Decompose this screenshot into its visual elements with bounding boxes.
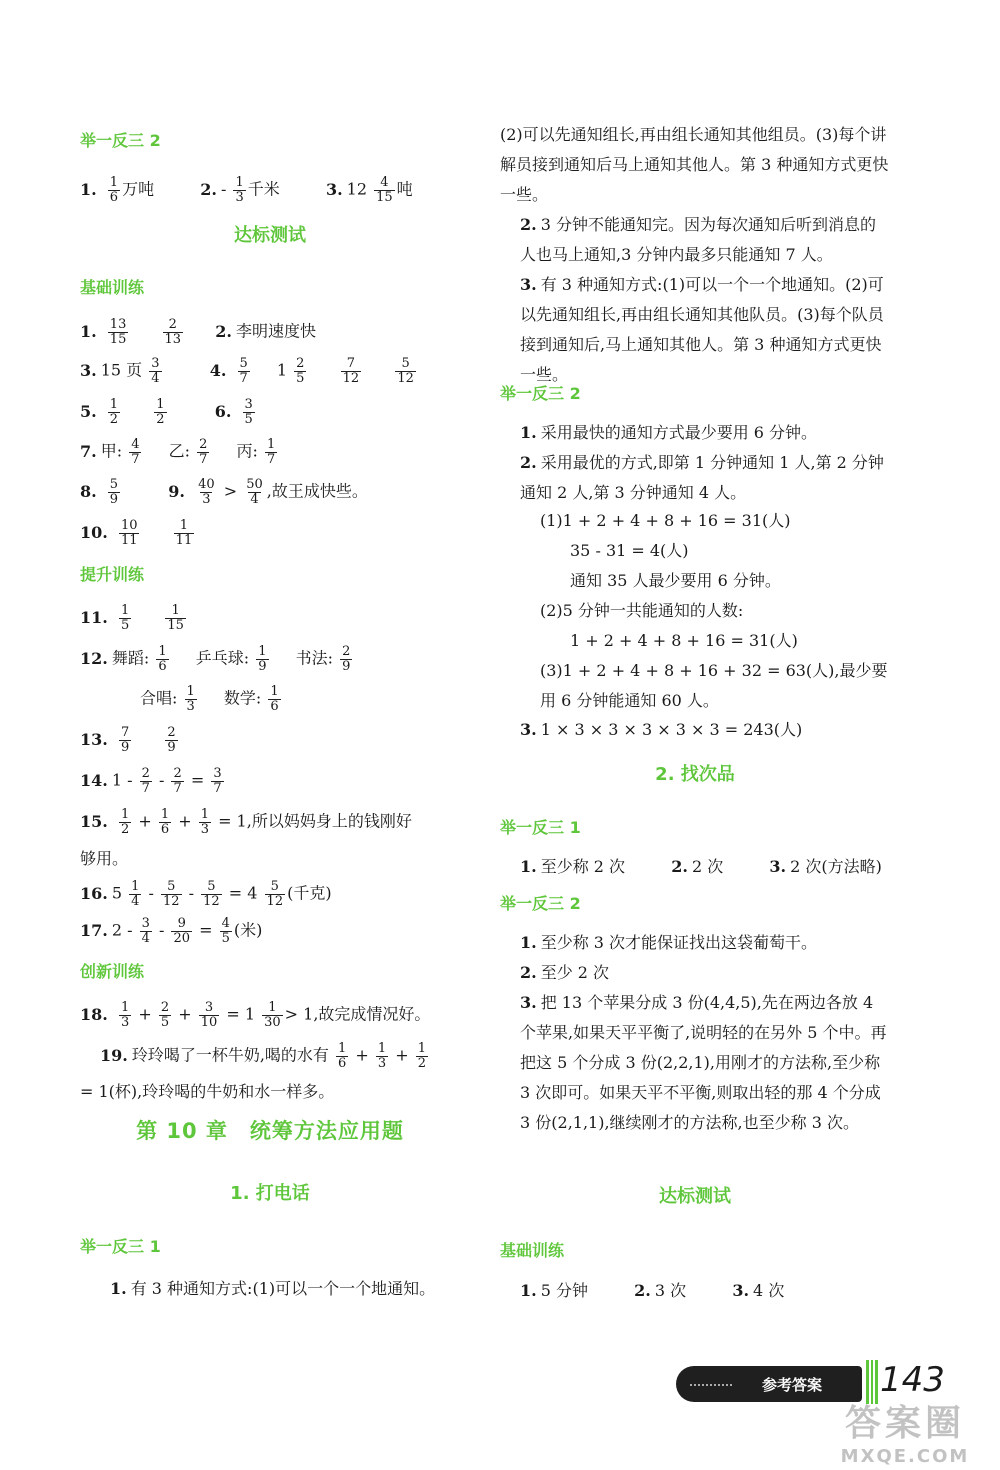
fraction: $\frac{5}{12}$: [203, 879, 220, 909]
fraction: $\frac{1}{3}$: [377, 1041, 387, 1071]
fraction: $\frac{1}{6}$: [270, 684, 279, 714]
equation-line: 1 + 2 + 4 + 8 + 16 = 31(人): [570, 631, 798, 650]
answer-line: = 1(杯),玲玲喝的牛奶和水一样多。: [80, 1082, 335, 1101]
answer-line: 1. 至少称 2 次 2. 2 次 3. 2 次(方法略): [520, 857, 882, 876]
fraction: $\frac{5}{12}$: [266, 879, 284, 909]
section-heading: 举一反三 1: [500, 818, 581, 837]
fraction: $\frac{2}{7}$: [173, 766, 182, 796]
center-heading: 达标测试: [659, 1186, 731, 1207]
answer-line: 1. 有 3 种通知方式:(1)可以一个一个地通知。: [110, 1279, 436, 1298]
fraction: $\frac{1}{2}$: [120, 807, 130, 837]
answer-line: 够用。: [80, 849, 129, 868]
fraction: $\frac{1}{3}$: [235, 175, 244, 205]
equation-line: (1)1 + 2 + 4 + 8 + 16 = 31(人): [540, 511, 791, 530]
fraction: $\frac{2}{5}$: [296, 356, 305, 386]
fraction: $\frac{2}{7}$: [141, 766, 150, 796]
fraction: $\frac{1}{3}$: [200, 807, 209, 837]
fraction: $\frac{1}{3}$: [186, 684, 195, 714]
fraction: $\frac{2}{5}$: [160, 1000, 170, 1030]
answer-line: 3. 15 页 $\frac{3}{4}$ 4. $\frac{5}{7}$ 1 $\frac{2}{5}$ $\frac{7}{12}$ $\frac{5}{12}$: [80, 356, 414, 386]
fraction: $\frac{3}{4}$: [151, 356, 160, 386]
answer-line: 12. 舞蹈: $\frac{1}{6}$ 乒乓球: $\frac{1}{9}$ 书法: $\frac{2}{9}$: [80, 644, 351, 674]
fraction: $\frac{5}{9}$: [109, 477, 119, 507]
fraction: $\frac{1}{6}$: [158, 644, 167, 674]
answer-line: 1. 至少称 3 次才能保证找出这袋葡萄干。: [520, 933, 818, 952]
section-heading: 举一反三 2: [500, 894, 581, 913]
fraction: $\frac{2}{9}$: [342, 644, 351, 674]
answer-line: 1. 采用最快的通知方式最少要用 6 分钟。: [520, 423, 818, 442]
answer-paragraph: 2. 采用最优的方式,即第 1 分钟通知 1 人,第 2 分钟通知 2 人,第 3 分钟通知 4 人。: [520, 453, 884, 502]
fraction: $\frac{1}{6}$: [338, 1041, 347, 1071]
answer-line: 7. 甲: $\frac{4}{7}$ 乙: $\frac{2}{7}$ 丙: $\frac{1}{7}$: [80, 437, 276, 467]
equation-line: (2)5 分钟一共能通知的人数:: [540, 601, 744, 620]
answer-line: 2. 至少 2 次: [520, 963, 610, 982]
fraction: $\frac{2}{13}$: [164, 317, 182, 347]
fraction: $\frac{1}{9}$: [258, 644, 267, 674]
fraction: $\frac{50}{4}$: [246, 477, 263, 507]
section-heading: 提升训练: [80, 565, 145, 584]
section-heading: 举一反三 2: [500, 384, 581, 403]
center-heading: 达标测试: [234, 225, 306, 246]
fraction: $\frac{3}{4}$: [141, 916, 150, 946]
fraction: $\frac{9}{20}$: [173, 916, 191, 946]
fraction: $\frac{1}{7}$: [266, 437, 276, 467]
equation-line: 35 - 31 = 4(人): [570, 541, 689, 560]
answer-paragraph: 2. 3 分钟不能通知完。因为每次通知后听到消息的人也马上通知,3 分钟内最多只能通知 7 人。: [520, 215, 876, 264]
fraction: $\frac{1}{6}$: [109, 175, 119, 205]
lesson-title: 2. 找次品: [655, 764, 735, 785]
answer-line: 10. $\frac{10}{11}$ $\frac{1}{11}$: [80, 518, 193, 548]
answer-line: 17. 2 - $\frac{3}{4}$ - $\frac{9}{20}$ = $\frac{4}{5}$ (米): [80, 916, 263, 946]
fraction: $\frac{10}{11}$: [120, 518, 138, 548]
fraction: $\frac{2}{7}$: [199, 437, 208, 467]
fraction: $\frac{4}{7}$: [131, 437, 140, 467]
fraction: $\frac{7}{12}$: [342, 356, 360, 386]
fraction: $\frac{1}{11}$: [175, 518, 193, 548]
fraction: $\frac{1}{3}$: [120, 1000, 130, 1030]
equation-line: 通知 35 人最少要用 6 分钟。: [570, 571, 781, 590]
fraction: $\frac{1}{2}$: [417, 1041, 427, 1071]
fraction: $\frac{5}{12}$: [163, 879, 180, 909]
answer-paragraph: (2)可以先通知组长,再由组长通知其他组员。(3)每个讲解员接到通知后马上通知其他人。第 3 种通知方式更快一些。: [500, 125, 889, 204]
fraction: $\frac{1}{4}$: [131, 879, 140, 909]
fraction: $\frac{7}{9}$: [120, 725, 130, 755]
page-number: 143: [880, 1360, 945, 1400]
fraction: $\frac{40}{3}$: [198, 477, 215, 507]
equation-line: (3)1 + 2 + 4 + 8 + 16 + 32 = 63(人),最少要用 6 分钟能通知 60 人。: [540, 661, 888, 710]
section-heading: 举一反三 2: [80, 131, 161, 150]
fraction: $\frac{3}{10}$: [200, 1000, 218, 1030]
chapter-title: 第 10 章 统筹方法应用题: [136, 1119, 404, 1143]
answer-line: 11. $\frac{1}{5}$ $\frac{1}{15}$: [80, 603, 184, 633]
answer-line: 1. $\frac{13}{15}$ $\frac{2}{13}$ 2. 李明速度快: [80, 317, 316, 347]
fraction: $\frac{5}{7}$: [239, 356, 248, 386]
fraction: $\frac{3}{5}$: [244, 397, 253, 427]
section-heading: 举一反三 1: [80, 1237, 161, 1256]
fraction: $\frac{13}{15}$: [109, 317, 127, 347]
fraction: $\frac{4}{5}$: [221, 916, 230, 946]
answer-line: 14. 1 - $\frac{2}{7}$ - $\frac{2}{7}$ = $\frac{3}{7}$: [80, 766, 222, 796]
fraction: $\frac{2}{9}$: [167, 725, 176, 755]
answer-line: 16. 5 $\frac{1}{4}$ - $\frac{5}{12}$ - $\frac{5}{12}$ = 4 $\frac{5}{12}$ (千克): [80, 879, 332, 909]
fraction: $\frac{1}{5}$: [120, 603, 130, 633]
answer-line: 1. 5 分钟 2. 3 次 3. 4 次: [520, 1281, 785, 1300]
watermark-logo: 答案圈 MXQE.COM: [840, 1403, 970, 1467]
answer-paragraph: 3. 把 13 个苹果分成 3 份(4,4,5),先在两边各放 4 个苹果,如果天平平衡了,说明轻的在另外 5 个中。再把这 5 个分成 3 份(2,2,1),用刚才的方法称,至少称 3 次即可。如果天平不平衡,则取出轻的那 4 个分成 3 份(2,1,1),继续刚才的方法称,也至少称 3 次。: [520, 993, 887, 1132]
answer-paragraph: 3. 有 3 种通知方式:(1)可以一个一个地通知。(2)可以先通知组长,再由组长通知其他队员。(3)每个队员接到通知后,马上通知其他人。第 3 种通知方式更快一些。: [520, 275, 884, 384]
answer-line: 合唱: $\frac{1}{3}$ 数学: $\frac{1}{6}$: [140, 684, 279, 714]
answer-line: 1. $\frac{1}{6}$ 万吨 2. - $\frac{1}{3}$ 千米 3. 12 $\frac{4}{15}$ 吨: [80, 175, 413, 205]
answer-line: 15. $\frac{1}{2}$ + $\frac{1}{6}$ + $\frac{1}{3}$ = 1,所以妈妈身上的钱刚好: [80, 807, 412, 837]
answer-line: 5. $\frac{1}{2}$ $\frac{1}{2}$ 6. $\frac{3}{5}$: [80, 397, 253, 427]
section-heading: 基础训练: [80, 278, 145, 297]
fraction: $\frac{5}{12}$: [397, 356, 414, 386]
section-heading: 创新训练: [80, 962, 145, 981]
footer-dots: [690, 1384, 732, 1386]
answer-key-label: 参考答案: [761, 1375, 822, 1394]
fraction: $\frac{1}{6}$: [160, 807, 170, 837]
fraction: $\frac{1}{2}$: [109, 397, 119, 427]
fraction: $\frac{1}{30}$: [264, 1000, 281, 1030]
fraction: $\frac{4}{15}$: [376, 175, 393, 205]
fraction: $\frac{1}{15}$: [167, 603, 184, 633]
section-heading: 基础训练: [500, 1241, 565, 1260]
answer-line: 13. $\frac{7}{9}$ $\frac{2}{9}$: [80, 725, 176, 755]
answer-line: 18. $\frac{1}{3}$ + $\frac{2}{5}$ + $\frac{3}{10}$ = 1 $\frac{1}{30}$ > 1,故完成情况好。: [80, 1000, 431, 1030]
answer-line: 8. $\frac{5}{9}$ 9. $\frac{40}{3}$ > $\frac{50}{4}$ ,故王成快些。: [80, 477, 368, 507]
answer-line: 3. 1 × 3 × 3 × 3 × 3 × 3 = 243(人): [520, 720, 803, 739]
lesson-title: 1. 打电话: [230, 1183, 310, 1204]
fraction: $\frac{3}{7}$: [213, 766, 222, 796]
fraction: $\frac{1}{2}$: [156, 397, 165, 427]
answer-line: 19. 玲玲喝了一杯牛奶,喝的水有 $\frac{1}{6}$ + $\frac{1}{3}$ + $\frac{1}{2}$: [100, 1041, 427, 1071]
